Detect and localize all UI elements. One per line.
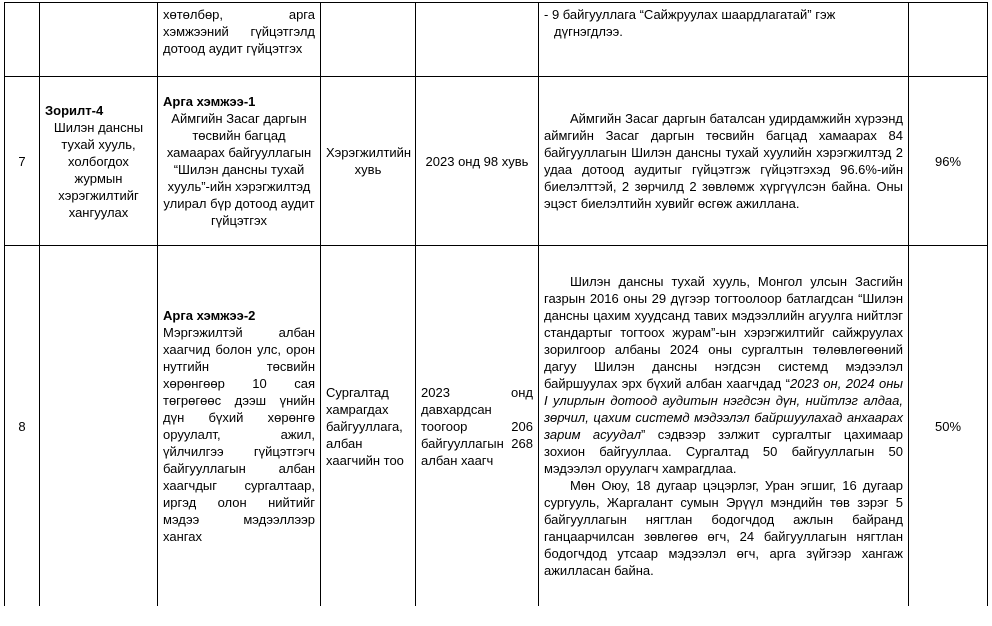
result-paragraph: Мөн Оюу, 18 дугаар цэцэрлэг, Уран эгшиг, 16 дугаар сургууль, Жаргалант сумын Эрүүл мэндийн төв зэрэг 5 байгууллагын нягтлан бодогчдод ажлын байранд ганцаарчилсан зөвлөгөө өгч, 24 байгууллагын нягтлан бодогчдод утсаар мэдээлэл өгч, арга зүйгээр хангаж ажилласан байна.	[544, 478, 903, 578]
measure-text: Мэргэжилтэй албан хаагчид болон улс, орон нутгийн төсвийн хөрөнгөөр 10 сая төгрөгөөс дээш үнийн дүн бүхий хөрөнгө оруулалт, ажил, үйлчилгээ гүйцэтгэгч байгууллагын албан хаагчдыг сургалтаар, иргэд олон нийтийг мэдээ мэдээллээр хангах	[163, 325, 315, 544]
row-number-cell	[5, 3, 40, 77]
baseline-cell	[416, 3, 539, 77]
measure-cell	[158, 246, 321, 607]
goal-cell	[40, 77, 158, 246]
measure-cell	[158, 3, 321, 77]
document-page	[4, 2, 987, 626]
percent-cell: 96%	[909, 77, 988, 246]
goal-title: Зорилт-4	[45, 102, 104, 118]
row-number-cell: 8	[5, 246, 40, 607]
measure-title: Арга хэмжээ-1	[163, 94, 256, 109]
goal-cell	[40, 246, 158, 607]
table-row	[5, 77, 988, 246]
table-row	[5, 3, 988, 77]
action-plan-table	[4, 2, 988, 606]
goal-text: Шилэн дансны тухай хууль, холбогдох журмын хэрэгжилтийг хангуулах	[53, 119, 144, 220]
result-cell	[539, 77, 909, 246]
percent-cell	[909, 3, 988, 77]
indicator-cell: Хэрэгжилтийн хувь	[321, 77, 416, 246]
result-text: Шилэн дансны тухай хууль, Монгол улсын Засгийн газрын 2016 оны 29 дүгээр тогтоолоор батлагдсан “Шилэн дансны цахим хуудсанд тавих мэдээллийн агуулга нийтлэг стандартыг тогтоох журам”-ын хэрэгжилтийг сайжруулах зорилгоор албаны 2024 оны сургалтын төлөвлөгөөний дагуу Шилэн дансны нэгдсэн системд мэдээлэл байршуулах эрх бүхий албан хаагчдад “	[544, 274, 903, 391]
measure-cell	[158, 77, 321, 246]
percent-cell: 50%	[909, 246, 988, 607]
result-paragraph	[544, 273, 903, 477]
result-text: - 9 байгууллага “Сайжруулах шаардлагатай” гэж дүгнэгдлээ.	[544, 7, 836, 39]
baseline-cell: 2023 онд 98 хувь	[416, 77, 539, 246]
indicator-cell: Сургалтад хамрагдах байгууллага, албан хаагчийн тоо	[321, 246, 416, 607]
row-number-cell: 7	[5, 77, 40, 246]
result-italic-text: 2023 он, 2024 оны I улирлын дотоод аудитын нэгдсэн дүн, нийтлэг алдаа, зөрчил, цахим системд мэдээлэл байршуулахад анхаарах зарим асуудал	[544, 376, 903, 442]
result-cell	[539, 246, 909, 607]
measure-title: Арга хэмжээ-2	[163, 308, 256, 323]
indicator-cell	[321, 3, 416, 77]
result-cell	[539, 3, 909, 77]
result-text: ” сэдвээр зэлжит сургалтыг цахимаар зохион байгууллаа. Сургалтад 50 байгууллагын 50 мэдээлэл оруулагч хамрагдлаа.	[544, 427, 903, 476]
goal-cell	[40, 3, 158, 77]
measure-text: Аймгийн Засаг даргын төсвийн багцад хамаарах байгууллагын “Шилэн дансны тухай хууль”-ийн хэрэгжилтэд улирал бүр дотоод аудит гүйцэтгэх	[163, 111, 315, 228]
table-row	[5, 246, 988, 607]
measure-text: хөтөлбөр, арга хэмжээний гүйцэтгэлд дотоод аудит гүйцэтгэх	[163, 7, 315, 56]
result-text: Аймгийн Засаг даргын баталсан удирдамжийн хүрээнд аймгийн Засаг даргын төсвийн багцад хамаарах 84 байгууллагын Шилэн дансны тухай хуулийн хэрэгжилтэд 2 удаа дотоод аудитыг гүйцэтгэж гүйцэтгэхэд 96.6%-ийн биелэлттэй, 2 зөрчилд 2 зөвлөмж хүргүүлсэн байна. Оны эцэст биелэлтийн хувийг өсгөж ажиллана.	[544, 111, 903, 211]
baseline-cell: 2023 онд давхардсан тоогоор 206 байгууллагын 268 албан хаагч	[416, 246, 539, 607]
